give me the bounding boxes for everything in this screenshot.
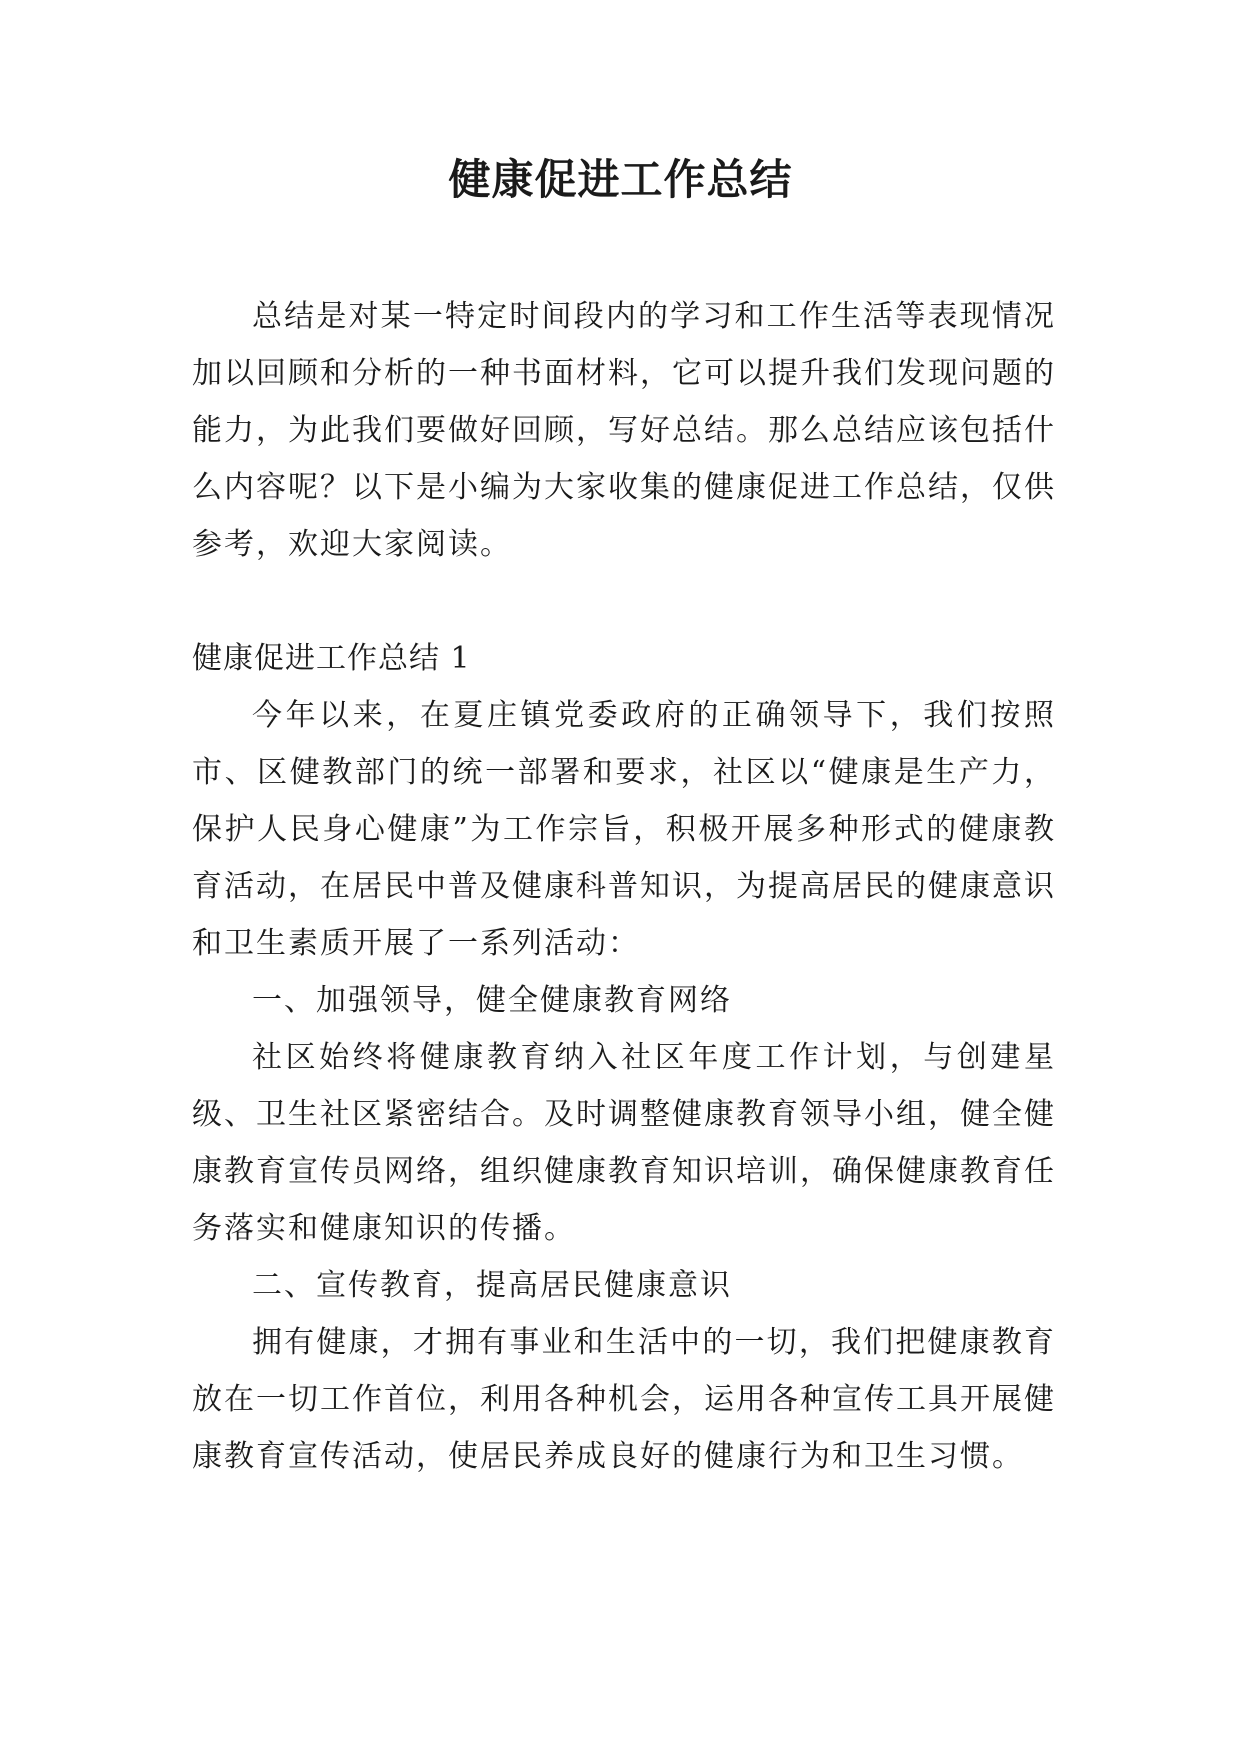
body-paragraph-3: 拥有健康，才拥有事业和生活中的一切，我们把健康教育放在一切工作首位，利用各种机会，运用各种宣传工具开展健康教育宣传活动，使居民养成良好的健康行为和卫生习惯。	[192, 1325, 1056, 1474]
intro-paragraph: 总结是对某一特定时间段内的学习和工作生活等表现情况加以回顾和分析的一种书面材料，它可以提升我们发现问题的能力，为此我们要做好回顾，写好总结。那么总结应该包括什么内容呢？以下是小编为大家收集的健康促进工作总结，仅供参考，欢迎大家阅读。	[192, 299, 1056, 562]
document-title: 健康促进工作总结	[448, 155, 793, 204]
body-paragraph-2: 社区始终将健康教育纳入社区年度工作计划，与创建星级、卫生社区紧密结合。及时调整健康教育领导小组，健全健康教育宣传员网络，组织健康教育知识培训，确保健康教育任务落实和健康知识的传播。	[192, 1040, 1056, 1246]
body-paragraph-1: 今年以来，在夏庄镇党委政府的正确领导下，我们按照市、区健教部门的统一部署和要求，社区以“健康是生产力，保护人民身心健康”为工作宗旨，积极开展多种形式的健康教育活动，在居民中普及健康科普知识，为提高居民的健康意识和卫生素质开展了一系列活动：	[192, 698, 1056, 961]
subheading-2: 二、宣传教育，提高居民健康意识	[252, 1268, 732, 1303]
subheading-1: 一、加强领导，健全健康教育网络	[252, 983, 732, 1018]
section-title: 健康促进工作总结 1	[192, 641, 471, 676]
document-body	[192, 288, 1056, 1485]
